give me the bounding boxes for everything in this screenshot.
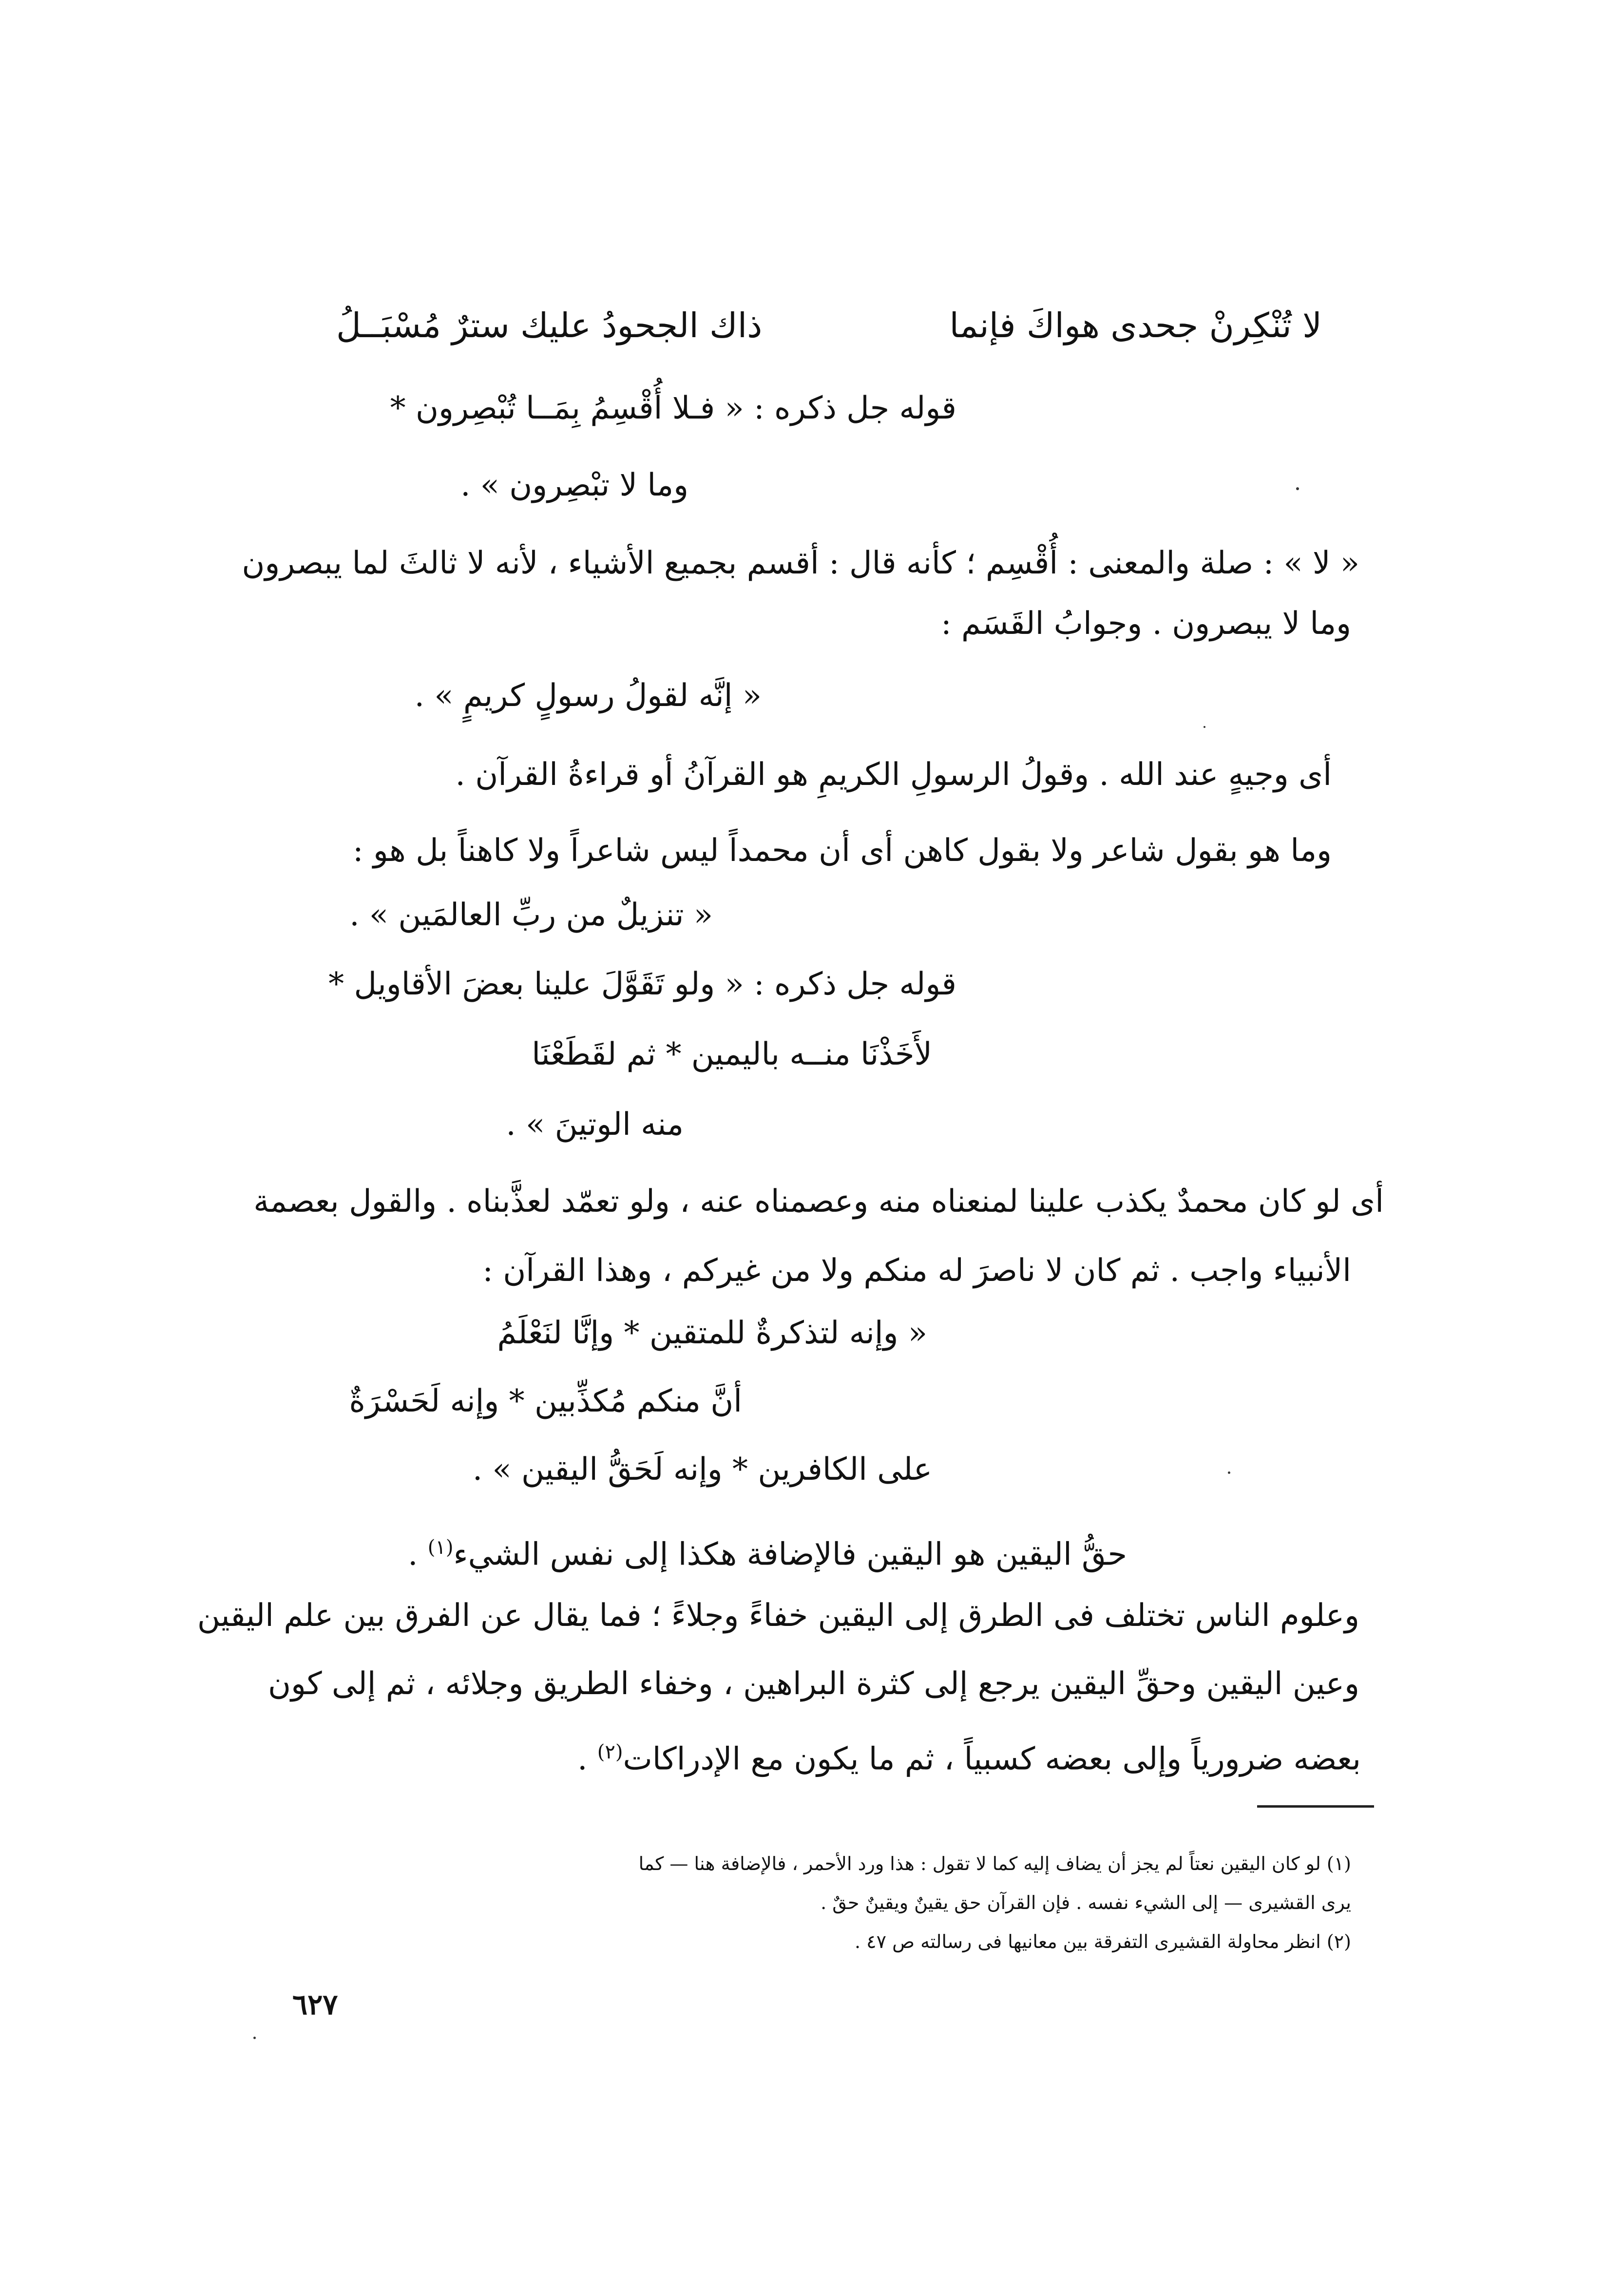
- text-line-16: على الكافرين * وإنه لَحَقُّ اليقين » .: [472, 1451, 932, 1488]
- text-line-13: الأنبياء واجب . ثم كان لا ناصرَ له منكم ولا من غيركم ، وهذا القرآن :: [482, 1253, 1351, 1289]
- text-line-15: أنَّ منكم مُكذِّبين * وإنه لَحَسْرَةٌ: [349, 1383, 742, 1419]
- text-line-17-body: حقُّ اليقين هو اليقين فالإضافة هكذا إلى نفس الشيء: [453, 1536, 1127, 1573]
- text-line-6: أى وجيهٍ عند الله . وقولُ الرسولِ الكريمِ هو القرآنُ أو قراءةُ القرآن .: [455, 757, 1332, 793]
- text-line-18: وعلوم الناس تختلف فى الطرق إلى اليقين خفاءً وجلاءً ؛ فما يقال عن الفرق بين علم اليقين: [197, 1598, 1359, 1634]
- footnote-1-line-1: (١) لو كان اليقين نعتاً لم يجز أن يضاف إليه كما لا تقول : هذا ورد الأحمر ، فالإضافة هنا — كما: [638, 1853, 1351, 1874]
- text-line-5: « إنَّه لقولُ رسولٍ كريمٍ » .: [414, 678, 762, 714]
- text-line-14: « وإنه لتذكرةٌ للمتقين * وإنَّا لنَعْلَمُ: [497, 1315, 927, 1351]
- text-line-8: « تنزيلٌ من ربِّ العالمَين » .: [349, 897, 713, 933]
- text-line-19: وعين اليقين وحقِّ اليقين يرجع إلى كثرة البراهين ، وخفاء الطريق وجلائه ، ثم إلى كون: [268, 1666, 1359, 1702]
- text-line-4: وما لا يبصرون . وجوابُ القَسَم :: [941, 606, 1351, 642]
- footnote-2: (٢) انظر محاولة القشيرى التفرقة بين معانيها فى رسالته ص ٤٧ .: [854, 1931, 1351, 1952]
- footnote-1-line-2: يرى القشيرى — إلى الشيء نفسه . فإن القرآن حق يقينٌ ويقينٌ حقٌ .: [821, 1892, 1351, 1913]
- text-line-2: وما لا تبْصِرون » .: [460, 467, 688, 503]
- footnote-ref-2: (٢): [597, 1741, 623, 1763]
- text-line-17: [408, 1524, 1127, 1571]
- text-line-20-end: .: [577, 1741, 597, 1777]
- text-line-11: منه الوتينَ » .: [506, 1107, 684, 1143]
- text-line-3: « لا » : صلة والمعنى : أُقْسِم ؛ كأنه قال : أقسم بجميع الأشياء ، لأنه لا ثالثَ لما يبصرون: [242, 545, 1359, 581]
- footnote-separator: [1257, 1805, 1374, 1808]
- scan-speck: [253, 2037, 256, 2039]
- text-line-20: [577, 1729, 1361, 1776]
- text-line-12: أى لو كان محمدٌ يكذب علينا لمنعناه منه وعصمناه عنه ، ولو تعمّد لعذَّبناه . والقول بعصمة: [253, 1184, 1384, 1220]
- text-line-9: قوله جل ذكره : « ولو تَقَوَّلَ علينا بعضَ الأقاويل *: [328, 966, 956, 1002]
- verse-left-hemistich: ذاك الجحودُ عليك سترٌ مُسْبَــلُ: [336, 305, 763, 345]
- text-line-20-body: بعضه ضرورياً وإلى بعضه كسبياً ، ثم ما يكون مع الإدراكات: [623, 1741, 1361, 1777]
- scan-speck: [1228, 1471, 1230, 1474]
- text-line-7: وما هو بقول شاعر ولا بقول كاهن أى أن محمداً ليس شاعراً ولا كاهناً بل هو :: [353, 833, 1332, 869]
- verse-right-hemistich: لا تُنْكِرنْ جحدى هواكَ فإنما: [949, 305, 1322, 345]
- page-number: ٦٢٧: [292, 1988, 338, 2021]
- scan-speck: [1204, 726, 1205, 728]
- text-line-1: قوله جل ذكره : « فـلا أُقْسِمُ بِمَــا تُبْصِرون *: [390, 390, 956, 426]
- footnote-ref-1: (١): [427, 1536, 454, 1559]
- scan-speck: [1296, 487, 1299, 490]
- text-line-10: لأَخَذْنَا منــه باليمين * ثم لقَطَعْنَا: [532, 1036, 932, 1072]
- text-line-17-end: .: [408, 1536, 428, 1573]
